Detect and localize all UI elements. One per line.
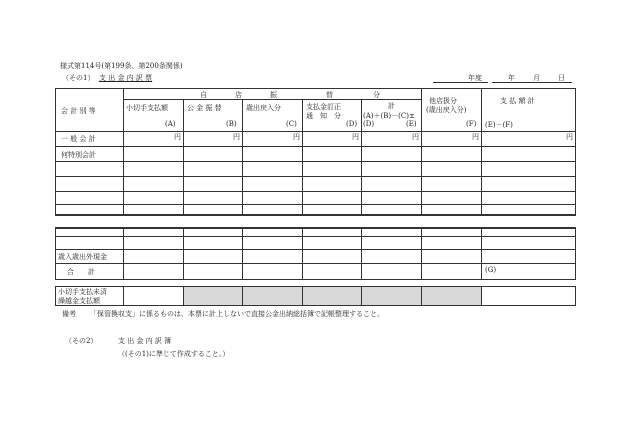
date-month: 月 [533, 74, 540, 82]
unit-d: 円 [352, 133, 359, 141]
col-kaikei: 会 計 別 等 [61, 107, 96, 115]
col-kei-formula: (A)＋(B)－(C)± [363, 112, 415, 120]
row-nanitokubetsu: 何特別会計 [61, 151, 96, 159]
unit-a: 円 [174, 133, 181, 141]
year-label: 年度 [468, 74, 482, 82]
group-koukei: 振 替 [270, 91, 333, 99]
col-saishutsu: 歳出戻入分 [246, 104, 281, 112]
part2-title: 支 出 金 内 訳 簿 [118, 337, 172, 345]
unit-g: 円 [566, 133, 573, 141]
part1-title: 支 出 金 内 訳 票 [99, 74, 153, 82]
col-taten-line1: 他店扱分 [429, 97, 457, 105]
form-number: 様式第114号(第199条、第200条関係) [60, 62, 183, 70]
date-day: 日 [558, 74, 565, 82]
col-kei: 計 [388, 102, 395, 110]
goukei-mark: (G) [485, 266, 497, 274]
group-jiten: 自 店 [200, 91, 242, 99]
col-shiharai-mark: (D) [346, 120, 358, 128]
col-kei-formula2: (D) [363, 120, 375, 128]
col-kei-mark: (E) [406, 120, 417, 128]
col-koukin-mark: (B) [226, 120, 237, 128]
col-taten-mark: (F) [466, 120, 477, 128]
row-sainyu: 歳入歳出外現金 [58, 253, 107, 261]
note-text: 「保管換収支」に係るものは、本票に計上しないで直接公金出納総括簿で記帳整理すること。 [90, 310, 384, 318]
row-goukei: 合 計 [67, 268, 95, 276]
col-kogitte: 小切手支払額 [126, 104, 168, 112]
unit-b: 円 [233, 133, 240, 141]
row-ippan: 一 般 会 計 [61, 135, 96, 143]
col-taten-line2: (歳出戻入分) [426, 106, 467, 114]
unit-f: 円 [472, 133, 479, 141]
col-saishutsu-mark: (C) [286, 120, 297, 128]
col-shiharai-line2: 通 知 分 [306, 112, 341, 120]
group-bun: 分 [373, 91, 380, 99]
part2-prefix: （その2） [65, 337, 98, 345]
part1-prefix: （その1） [62, 74, 95, 82]
col-shiharai-line1: 支払金訂正 [306, 103, 341, 111]
unit-e: 円 [412, 133, 419, 141]
col-shiharaigaku-formula: (E)－(F) [485, 121, 513, 129]
col-shiharaigaku: 支 払 額 計 [500, 97, 535, 105]
bottom-label-line1: 小切手支払未済 [58, 288, 107, 296]
unit-c: 円 [293, 133, 300, 141]
bottom-label-line2: 繰越金支払額 [58, 297, 100, 305]
col-koukin: 公 金 振 替 [187, 104, 222, 112]
date-year: 年 [508, 74, 515, 82]
note-label: 備考 [62, 310, 76, 318]
col-kogitte-mark: (A) [165, 120, 176, 128]
part2-instruction: （(その1)に準じて作成すること。） [118, 350, 230, 358]
